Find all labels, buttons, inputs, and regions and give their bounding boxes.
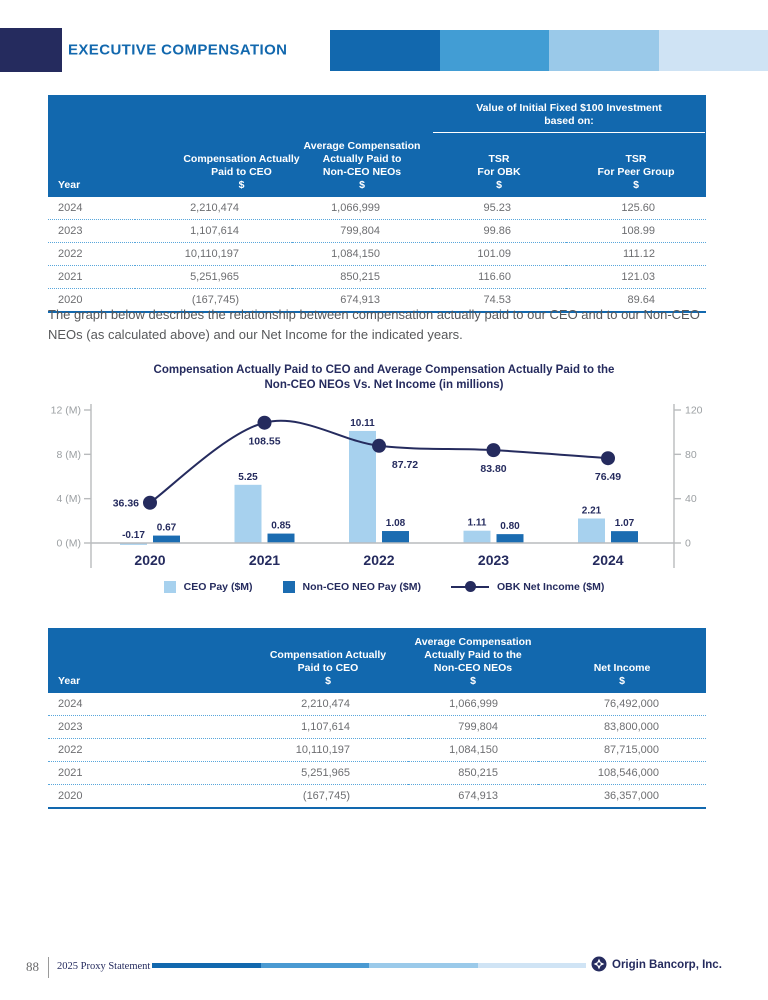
bar-value-label: 5.25 [238,471,258,483]
col-header-year: Year [48,628,148,693]
color-bar-segment-1 [330,30,440,71]
color-bar-segment-3 [549,30,659,71]
intro-paragraph: The graph below describes the relationship between compensation actually paid to our CEO and to our Non-CEO NEOs (as calculated above) and our Net Income for the indicated years. [48,307,700,342]
value-cell: 5,251,965 [148,762,408,785]
value-cell: 108,546,000 [538,762,706,785]
value-cell: 10,110,197 [135,243,292,266]
line-value-label: 108.55 [248,435,281,448]
col-header-tsr-obk: TSR For OBK $ [432,133,566,197]
compensation-net-income-chart [48,396,720,578]
table-row [48,762,706,785]
value-cell: 10,110,197 [148,739,408,762]
value-cell: 89.64 [566,289,706,313]
value-cell: 1,066,999 [292,197,432,220]
right-axis-tick-label: 80 [685,448,697,461]
neo-pay-bar [382,531,409,543]
value-cell: 799,804 [408,716,538,739]
year-cell: 2024 [48,197,135,220]
investment-span-header [432,95,706,133]
neo-pay-bar [497,534,524,543]
x-axis-label: 2024 [592,552,624,568]
value-cell: 850,215 [292,266,432,289]
ceo-pay-bar [578,519,605,543]
value-cell: 1,066,999 [408,693,538,716]
line-value-label: 76.49 [594,471,622,484]
net-income-marker [601,451,615,465]
ceo-pay-swatch-icon [164,581,176,593]
net-income-marker [143,496,157,510]
value-cell: 1,084,150 [408,739,538,762]
legend-item-neo-pay [283,581,421,593]
value-cell: 5,251,965 [135,266,292,289]
chart-title-line-2: Non-CEO NEOs Vs. Net Income (in millions) [264,379,504,391]
bar-value-label: 1.08 [385,518,406,530]
table-row [48,243,706,266]
x-axis-label: 2021 [248,552,281,568]
net-income-marker [372,439,386,453]
col-header-tsr-peer: TSR For Peer Group $ [566,133,706,197]
line-value-label: 83.80 [480,463,507,476]
col-header-ceo-comp: Compensation Actually Paid to CEO $ [148,628,408,693]
x-axis-label: 2023 [477,552,510,568]
table-row [48,785,706,809]
color-bar-segment-4 [659,30,768,71]
origin-bancorp-logo-icon [591,956,607,972]
line-value-label: 36.36 [112,497,139,510]
value-cell: 36,357,000 [538,785,706,809]
ceo-pay-bar [349,431,376,543]
left-axis-tick-label: 8 (M) [56,448,81,461]
year-cell: 2022 [48,739,148,762]
legend-label: CEO Pay ($M) [183,581,253,593]
bar-value-label: 2.21 [581,505,602,517]
column-header-row [48,628,706,693]
pay-versus-tsr-table [48,95,706,313]
value-cell: 76,492,000 [538,693,706,716]
value-cell: 2,210,474 [148,693,408,716]
neo-pay-bar [268,534,295,543]
net-income-marker [258,416,272,430]
year-cell: 2024 [48,693,148,716]
column-header-row [48,133,706,197]
bar-value-label: 0.85 [271,520,291,532]
col-header-net-income: Net Income $ [538,628,706,693]
chart-title-line-1: Compensation Actually Paid to CEO and Average Compensation Actually Paid to the [153,364,615,376]
left-axis-tick-label: 12 (M) [50,404,81,417]
year-cell: 2020 [48,289,135,313]
ceo-pay-bar [235,485,262,543]
bar-value-label: 1.11 [467,517,487,529]
value-cell: 95.23 [432,197,566,220]
value-cell: (167,745) [148,785,408,809]
footer-color-bar [152,963,586,968]
page-number: 88 [26,959,39,974]
neo-pay-bar [611,531,638,543]
col-header-year: Year [48,133,135,197]
table-row [48,220,706,243]
net-income-dot-icon [465,581,476,592]
value-cell: 674,913 [292,289,432,313]
footer-bar-segment-3 [369,963,478,968]
value-cell: 74.53 [432,289,566,313]
year-cell: 2021 [48,762,148,785]
right-axis-tick-label: 40 [685,493,697,506]
section-header [0,28,768,72]
value-cell: 111.12 [566,243,706,266]
page-title: EXECUTIVE COMPENSATION [68,41,288,59]
span-header-row [48,95,706,133]
value-cell: 850,215 [408,762,538,785]
header-color-bar [330,30,768,71]
neo-pay-bar [153,536,180,543]
footer-bar-segment-2 [261,963,370,968]
right-axis-tick-label: 120 [685,404,703,417]
table-row [48,739,706,762]
navy-accent-block [0,28,62,72]
chart-legend [48,581,720,593]
col-header-ceo-comp: Compensation Actually Paid to CEO $ [135,133,292,197]
net-income-marker [487,443,501,457]
line-value-label: 87.72 [391,458,419,471]
year-cell: 2020 [48,785,148,809]
neo-pay-swatch-icon [283,581,295,593]
value-cell: 674,913 [408,785,538,809]
legend-item-ceo-pay [164,581,253,593]
value-cell: 2,210,474 [135,197,292,220]
color-bar-segment-2 [440,30,550,71]
value-cell: 799,804 [292,220,432,243]
bar-value-label: 0.80 [500,521,520,533]
table-row [48,197,706,220]
value-cell: 1,107,614 [148,716,408,739]
value-cell: 1,084,150 [292,243,432,266]
value-cell: 87,715,000 [538,739,706,762]
year-cell: 2023 [48,220,135,243]
value-cell: (167,745) [135,289,292,313]
x-axis-label: 2020 [134,552,166,568]
page-footer [0,956,768,982]
table-row [48,266,706,289]
value-cell: 125.60 [566,197,706,220]
value-cell: 1,107,614 [135,220,292,243]
bar-value-label: 1.07 [614,518,635,530]
year-cell: 2021 [48,266,135,289]
empty-header-cell [48,95,432,133]
investment-span-header-text: Value of Initial Fixed $100 Investment based on: [433,98,705,133]
value-cell: 116.60 [432,266,566,289]
footer-bar-segment-4 [478,963,587,968]
legend-item-net-income [451,581,604,593]
col-header-neo-comp: Average Compensation Actually Paid to the Non-CEO NEOs $ [408,628,538,693]
bar-value-label: 10.11 [350,417,375,429]
value-cell: 108.99 [566,220,706,243]
pay-versus-net-income-table [48,628,706,809]
table-row [48,716,706,739]
value-cell: 99.86 [432,220,566,243]
net-income-line-icon [451,586,489,588]
col-header-neo-comp: Average Compensation Actually Paid to Non-CEO NEOs $ [292,133,432,197]
right-axis-tick-label: 0 [685,537,691,550]
left-axis-tick-label: 4 (M) [56,493,81,506]
year-cell: 2023 [48,716,148,739]
bar-value-label: 0.67 [156,522,177,534]
net-income-line [150,421,608,503]
bar-value-label: -0.17 [122,530,145,541]
footer-bar-segment-1 [152,963,261,968]
table-row [48,693,706,716]
footer-divider [48,957,49,978]
left-axis-tick-label: 0 (M) [56,537,81,550]
company-name: Origin Bancorp, Inc. [612,959,722,971]
x-axis-label: 2022 [363,552,395,568]
legend-label: OBK Net Income ($M) [496,581,605,593]
footer-doc-title: 2025 Proxy Statement [57,961,151,972]
chart-title [48,363,720,393]
value-cell: 101.09 [432,243,566,266]
value-cell: 121.03 [566,266,706,289]
year-cell: 2022 [48,243,135,266]
legend-label: Non-CEO NEO Pay ($M) [302,581,421,593]
value-cell: 83,800,000 [538,716,706,739]
ceo-pay-bar [464,531,491,543]
